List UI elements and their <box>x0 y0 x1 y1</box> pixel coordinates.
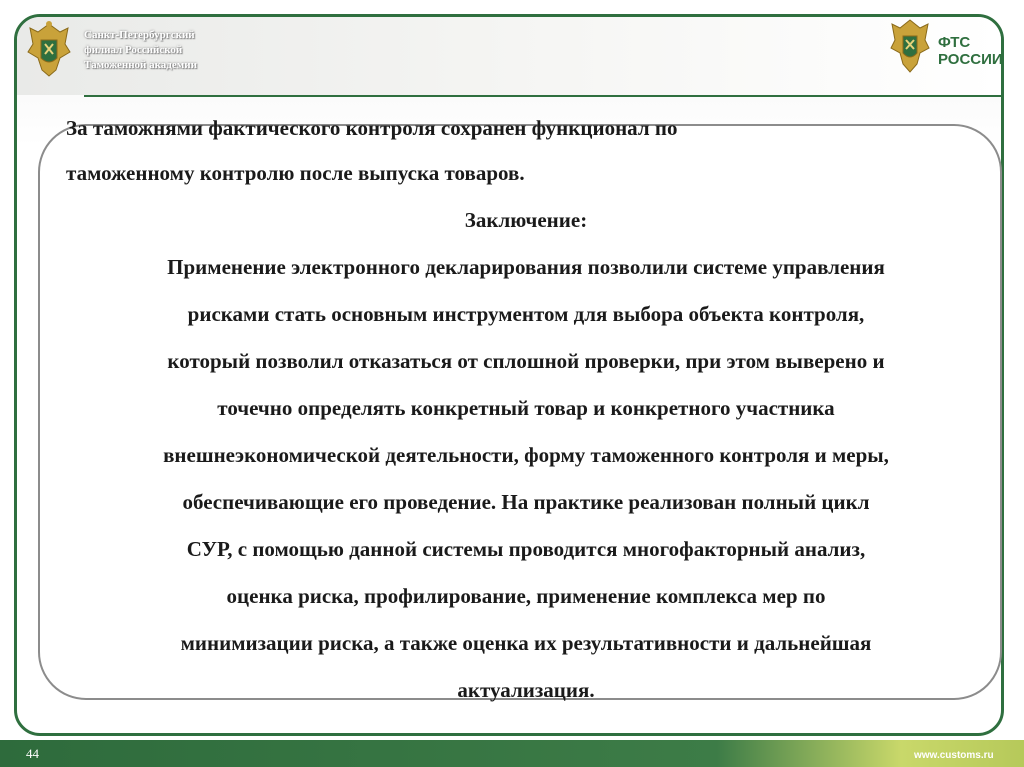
fts-logo-line-2: РОССИИ <box>938 51 1003 68</box>
intro-line-2: таможенному контролю после выпуска товаров. <box>66 161 525 185</box>
conclusion-line-5: внешнеэкономической деятельности, форму таможенного контроля и меры, <box>163 443 889 467</box>
conclusion-heading: Заключение: <box>464 208 588 232</box>
fts-emblem-icon <box>888 16 932 78</box>
fts-logo-line-1: ФТС <box>938 34 971 51</box>
intro-line-1: За таможнями фактического контроля сохранен функционал по <box>66 116 678 140</box>
academy-name-line-3: Таможенной академии <box>84 59 197 71</box>
conclusion-line-3: который позволил отказаться от сплошной проверки, при этом выверено и <box>167 349 885 373</box>
conclusion-line-2: рисками стать основным инструментом для выбора объекта контроля, <box>187 302 865 326</box>
conclusion-line-9: минимизации риска, а также оценка их результативности и дальнейшая <box>180 631 872 655</box>
conclusion-line-10: актуализация. <box>457 678 595 702</box>
header-divider <box>84 95 1004 97</box>
conclusion-line-7: СУР, с помощью данной системы проводится многофакторный анализ, <box>186 537 866 561</box>
conclusion-line-8: оценка риска, профилирование, применение комплекса мер по <box>226 584 826 608</box>
conclusion-line-4: точечно определять конкретный товар и конкретного участника <box>217 396 835 420</box>
academy-name <box>84 28 264 73</box>
slide-number: 44 <box>26 746 39 761</box>
conclusion-line-1: Применение электронного декларирования позволили системе управления <box>167 255 885 279</box>
academy-name-line-2: филиал Российской <box>84 44 183 56</box>
fts-logo-text <box>938 34 1003 68</box>
customs-emblem-icon <box>24 18 74 84</box>
footer-band <box>0 740 1024 767</box>
website-link[interactable]: www.customs.ru <box>914 750 994 761</box>
conclusion-line-6: обеспечивающие его проведение. На практике реализован полный цикл <box>182 490 870 514</box>
academy-name-line-1: Санкт-Петербургский <box>84 29 195 41</box>
